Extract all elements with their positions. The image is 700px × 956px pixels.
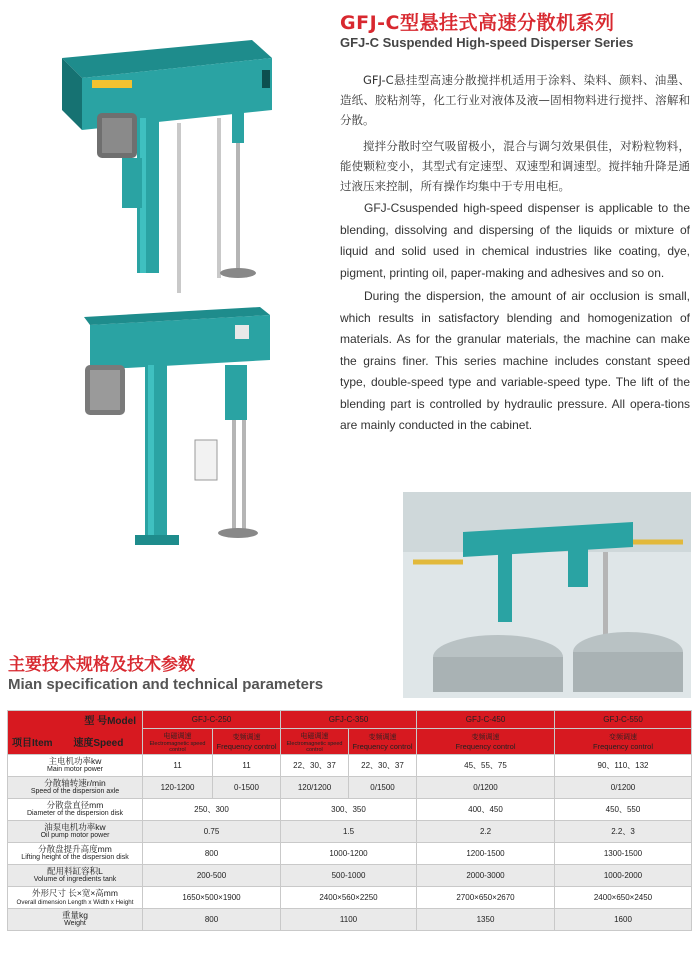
- spec-heading-cn: 主要技术规格及技术参数: [8, 655, 195, 675]
- table-cell: 11: [213, 755, 281, 777]
- disperser-illustration-1: [52, 18, 292, 293]
- row-label: 油泵电机功率kw Oil pump motor power: [8, 821, 143, 843]
- table-cell: 11: [143, 755, 213, 777]
- table-cell: 45、55、75: [417, 755, 555, 777]
- table-row: [8, 821, 692, 843]
- table-cell: 22、30、37: [349, 755, 417, 777]
- table-row: [8, 843, 692, 865]
- table-cell: 1000-1200: [281, 843, 417, 865]
- table-cell: 300、350: [281, 799, 417, 821]
- table-cell: 500-1000: [281, 865, 417, 887]
- table-cell: 120-1200: [143, 777, 213, 799]
- table-cell: 2700×650×2670: [417, 887, 555, 909]
- table-cell: 0-1500: [213, 777, 281, 799]
- table-row: [8, 777, 692, 799]
- table-cell: 1350: [417, 909, 555, 931]
- item-speed-label: [8, 729, 143, 755]
- disperser-illustration-2: [70, 305, 290, 550]
- model-450: GFJ-C-450: [417, 711, 555, 729]
- table-cell: 22、30、37: [281, 755, 349, 777]
- table-cell: 1600: [555, 909, 692, 931]
- model-250: GFJ-C-250: [143, 711, 281, 729]
- factory-photo: [403, 492, 691, 698]
- speed-label: 速度Speed: [73, 737, 124, 749]
- table-cell: 1000-2000: [555, 865, 692, 887]
- table-cell: 2400×650×2450: [555, 887, 692, 909]
- speed-450-fc: 变频调速 Frequency control: [417, 729, 555, 755]
- speed-350-em: 电磁调速 Electromagnetic speed control: [281, 729, 349, 755]
- intro-paragraph-cn-1: GFJ-C悬挂型高速分散搅拌机适用于涂料、染料、颜料、油墨、造纸、胶粘剂等，化工行业对液体及液—固相物料进行搅拌、溶解和分散。: [340, 73, 690, 127]
- table-cell: 1300-1500: [555, 843, 692, 865]
- table-cell: 250、300: [143, 799, 281, 821]
- table-cell: 2400×560×2250: [281, 887, 417, 909]
- table-cell: 1.5: [281, 821, 417, 843]
- table-cell: 200-500: [143, 865, 281, 887]
- row-label: 分散轴转速r/min Speed of the dispersion axle: [8, 777, 143, 799]
- table-cell: 2000-3000: [417, 865, 555, 887]
- table-cell: 0/1500: [349, 777, 417, 799]
- table-cell: 0/1200: [417, 777, 555, 799]
- model-label: 型 号Model: [8, 711, 143, 729]
- table-header-model-row: [8, 711, 692, 729]
- page-subtitle: GFJ-C Suspended High-speed Disperser Series: [340, 35, 634, 50]
- row-label: 外形尺寸 长×宽×高mm Overall dimension Length x Width x Height: [8, 887, 143, 909]
- table-cell: 800: [143, 909, 281, 931]
- table-cell: 0.75: [143, 821, 281, 843]
- table-row: [8, 755, 692, 777]
- spec-table: [7, 710, 692, 931]
- row-label: 分散盘提升高度mm Lifting height of the dispersion disk: [8, 843, 143, 865]
- row-label: 分散盘直径mm Diameter of the dispersion disk: [8, 799, 143, 821]
- table-header-speed-row: [8, 729, 692, 755]
- row-label: 重量kg Weight: [8, 909, 143, 931]
- table-cell: 400、450: [417, 799, 555, 821]
- table-row: [8, 909, 692, 931]
- row-label: 主电机功率kw Main motor power: [8, 755, 143, 777]
- table-cell: 2.2、3: [555, 821, 692, 843]
- speed-350-fc: 变频调速 Frequency control: [349, 729, 417, 755]
- intro-paragraph-en-1: GFJ-Csuspended high-speed dispenser is applicable to the blending, dissolving and dispersing of the liquids or mixture of liquid and solid used in chemical industries like coating, dye, pigment, printing oil, paper-making and adhesives and so on.: [340, 201, 690, 280]
- intro-paragraph-cn-2: 搅拌分散时空气吸留极小，混合与调匀效果俱佳，对粉粒物料，能使颗粒变小，其型式有定速型、双速型和调速型。搅拌轴升降是通过液压来控制，所有操作均集中于专用电柜。: [340, 139, 690, 193]
- model-350: GFJ-C-350: [281, 711, 417, 729]
- table-cell: 90、110、132: [555, 755, 692, 777]
- model-550: GFJ-C-550: [555, 711, 692, 729]
- table-cell: 1650×500×1900: [143, 887, 281, 909]
- table-cell: 1200-1500: [417, 843, 555, 865]
- table-row: [8, 887, 692, 909]
- table-cell: 800: [143, 843, 281, 865]
- page-title: GFJ-C型悬挂式高速分散机系列: [340, 12, 615, 34]
- speed-250-em: 电磁调速 Electromagnetic speed control: [143, 729, 213, 755]
- table-row: [8, 799, 692, 821]
- intro-paragraph-en-2: During the dispersion, the amount of air occlusion is small, which results in satisfactory blending and homogenization of materials. As for the granular materials, the machine can make the grains finer. This series machine includes constant speed type, double-speed type and variable-speed type. The lift of the blending part is controlled by hydraulic pressure. All opera-tions are mainly conducted in the cabinet.: [340, 289, 690, 432]
- table-cell: 120/1200: [281, 777, 349, 799]
- speed-550-fc: 变频调速 Frequency control: [555, 729, 692, 755]
- row-label: 配用料缸容积L Volume of ingredients tank: [8, 865, 143, 887]
- table-cell: 0/1200: [555, 777, 692, 799]
- table-cell: 2.2: [417, 821, 555, 843]
- table-cell: 450、550: [555, 799, 692, 821]
- speed-250-fc: 变频调速 Frequency control: [213, 729, 281, 755]
- item-label: 项目Item: [12, 737, 53, 749]
- table-cell: 1100: [281, 909, 417, 931]
- spec-heading-en: Mian specification and technical parameters: [8, 676, 324, 693]
- table-row: [8, 865, 692, 887]
